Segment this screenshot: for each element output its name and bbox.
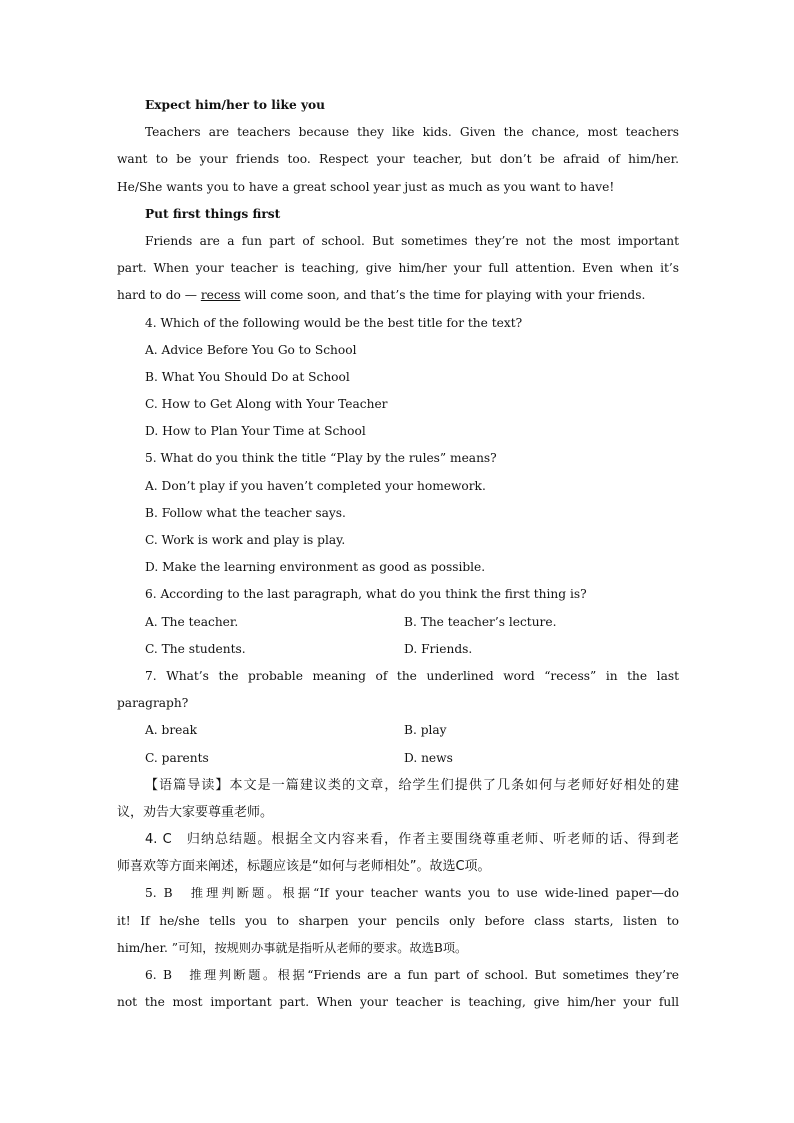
answer-4: 4. C 归纳总结题。根据全文内容来看，作者主要围绕尊重老师、听老师的话、得到老: [145, 832, 679, 848]
question-5-option-c: C. Work is work and play is play.: [145, 533, 346, 547]
question-7-option-c: C. parents: [145, 750, 209, 765]
question-7-stem-cont: paragraph?: [117, 696, 189, 711]
question-4-stem: 4. Which of the following would be the best title for the text?: [145, 315, 523, 330]
paragraph-line: Teachers are teachers because they like kids. Given the chance, most teachers: [145, 125, 679, 140]
question-6-option-b: B. The teacher’s lecture.: [404, 614, 557, 629]
answer-4-cont: 师喜欢等方面来阐述，标题应该是“如何与老师相处”。故选C项。: [117, 859, 491, 875]
answer-6-cont: not the most important part. When your teacher is teaching, give him/her your full: [117, 995, 679, 1010]
answer-5-cont: it! If he/she tells you to sharpen your pencils only before class starts, listen to: [117, 913, 679, 928]
text-segment: will come soon, and that’s the time for playing with your friends.: [240, 288, 646, 303]
answer-5: 5. B 推理判断题。根据“If your teacher wants you to use wide-lined paper—do: [145, 886, 679, 901]
question-7-option-a: A. break: [145, 723, 198, 738]
question-4-option-a: A. Advice Before You Go to School: [145, 342, 357, 357]
paragraph-line: want to be your friends too. Respect your teacher, but don’t be afraid of him/her.: [117, 152, 679, 167]
text-segment: hard to do —: [117, 288, 201, 303]
answer-6: 6. B 推理判断题。根据“Friends are a fun part of school. But sometimes they’re: [145, 968, 679, 982]
question-7-option-b: B. play: [404, 723, 447, 738]
paragraph-line: part. When your teacher is teaching, give him/her your full attention. Even when it’s: [117, 261, 679, 276]
question-4-option-c: C. How to Get Along with Your Teacher: [145, 397, 388, 412]
question-7-stem: 7. What’s the probable meaning of the underlined word “recess” in the last: [145, 668, 679, 683]
reading-guide: 【语篇导读】本文是一篇建议类的文章，给学生们提供了几条如何与老师好好相处的建: [145, 777, 679, 793]
question-7-options-row-1: [117, 717, 679, 744]
paragraph-line: He/She wants you to have a great school year just as much as you want to have!: [117, 179, 615, 194]
question-5-option-d: D. Make the learning environment as good as possible.: [145, 560, 486, 575]
underlined-word-recess: recess: [200, 288, 241, 303]
question-4-option-b: B. What You Should Do at School: [145, 369, 350, 384]
question-6-options-row-1: [117, 609, 679, 636]
question-6-stem: 6. According to the last paragraph, what do you think the first thing is?: [145, 587, 587, 602]
question-5-option-b: B. Follow what the teacher says.: [145, 505, 346, 520]
question-7-options-row-2: [117, 745, 679, 772]
answer-5-cont-2: him/her. ”可知，按规则办事就是指听从老师的要求。故选B项。: [117, 940, 468, 955]
question-6-option-c: C. The students.: [145, 641, 246, 656]
question-6-options-row-2: [117, 636, 679, 663]
question-5-stem: 5. What do you think the title “Play by the rules” means?: [145, 451, 497, 466]
document-page: [117, 92, 679, 1016]
paragraph-line: Friends are a fun part of school. But sometimes they’re not the most important: [145, 233, 679, 248]
question-5-option-a: A. Don’t play if you haven’t completed your homework.: [145, 478, 486, 493]
reading-guide-cont: 议，劝告大家要尊重老师。: [117, 804, 274, 820]
question-6-option-a: A. The teacher.: [145, 614, 239, 629]
section-heading-expect: Expect him/her to like you: [145, 98, 326, 112]
question-7-option-d: D. news: [404, 750, 453, 765]
section-heading-first: Put first things first: [145, 206, 281, 221]
paragraph-line-recess: [117, 282, 679, 309]
question-4-option-d: D. How to Plan Your Time at School: [145, 424, 366, 439]
question-6-option-d: D. Friends.: [404, 641, 473, 656]
